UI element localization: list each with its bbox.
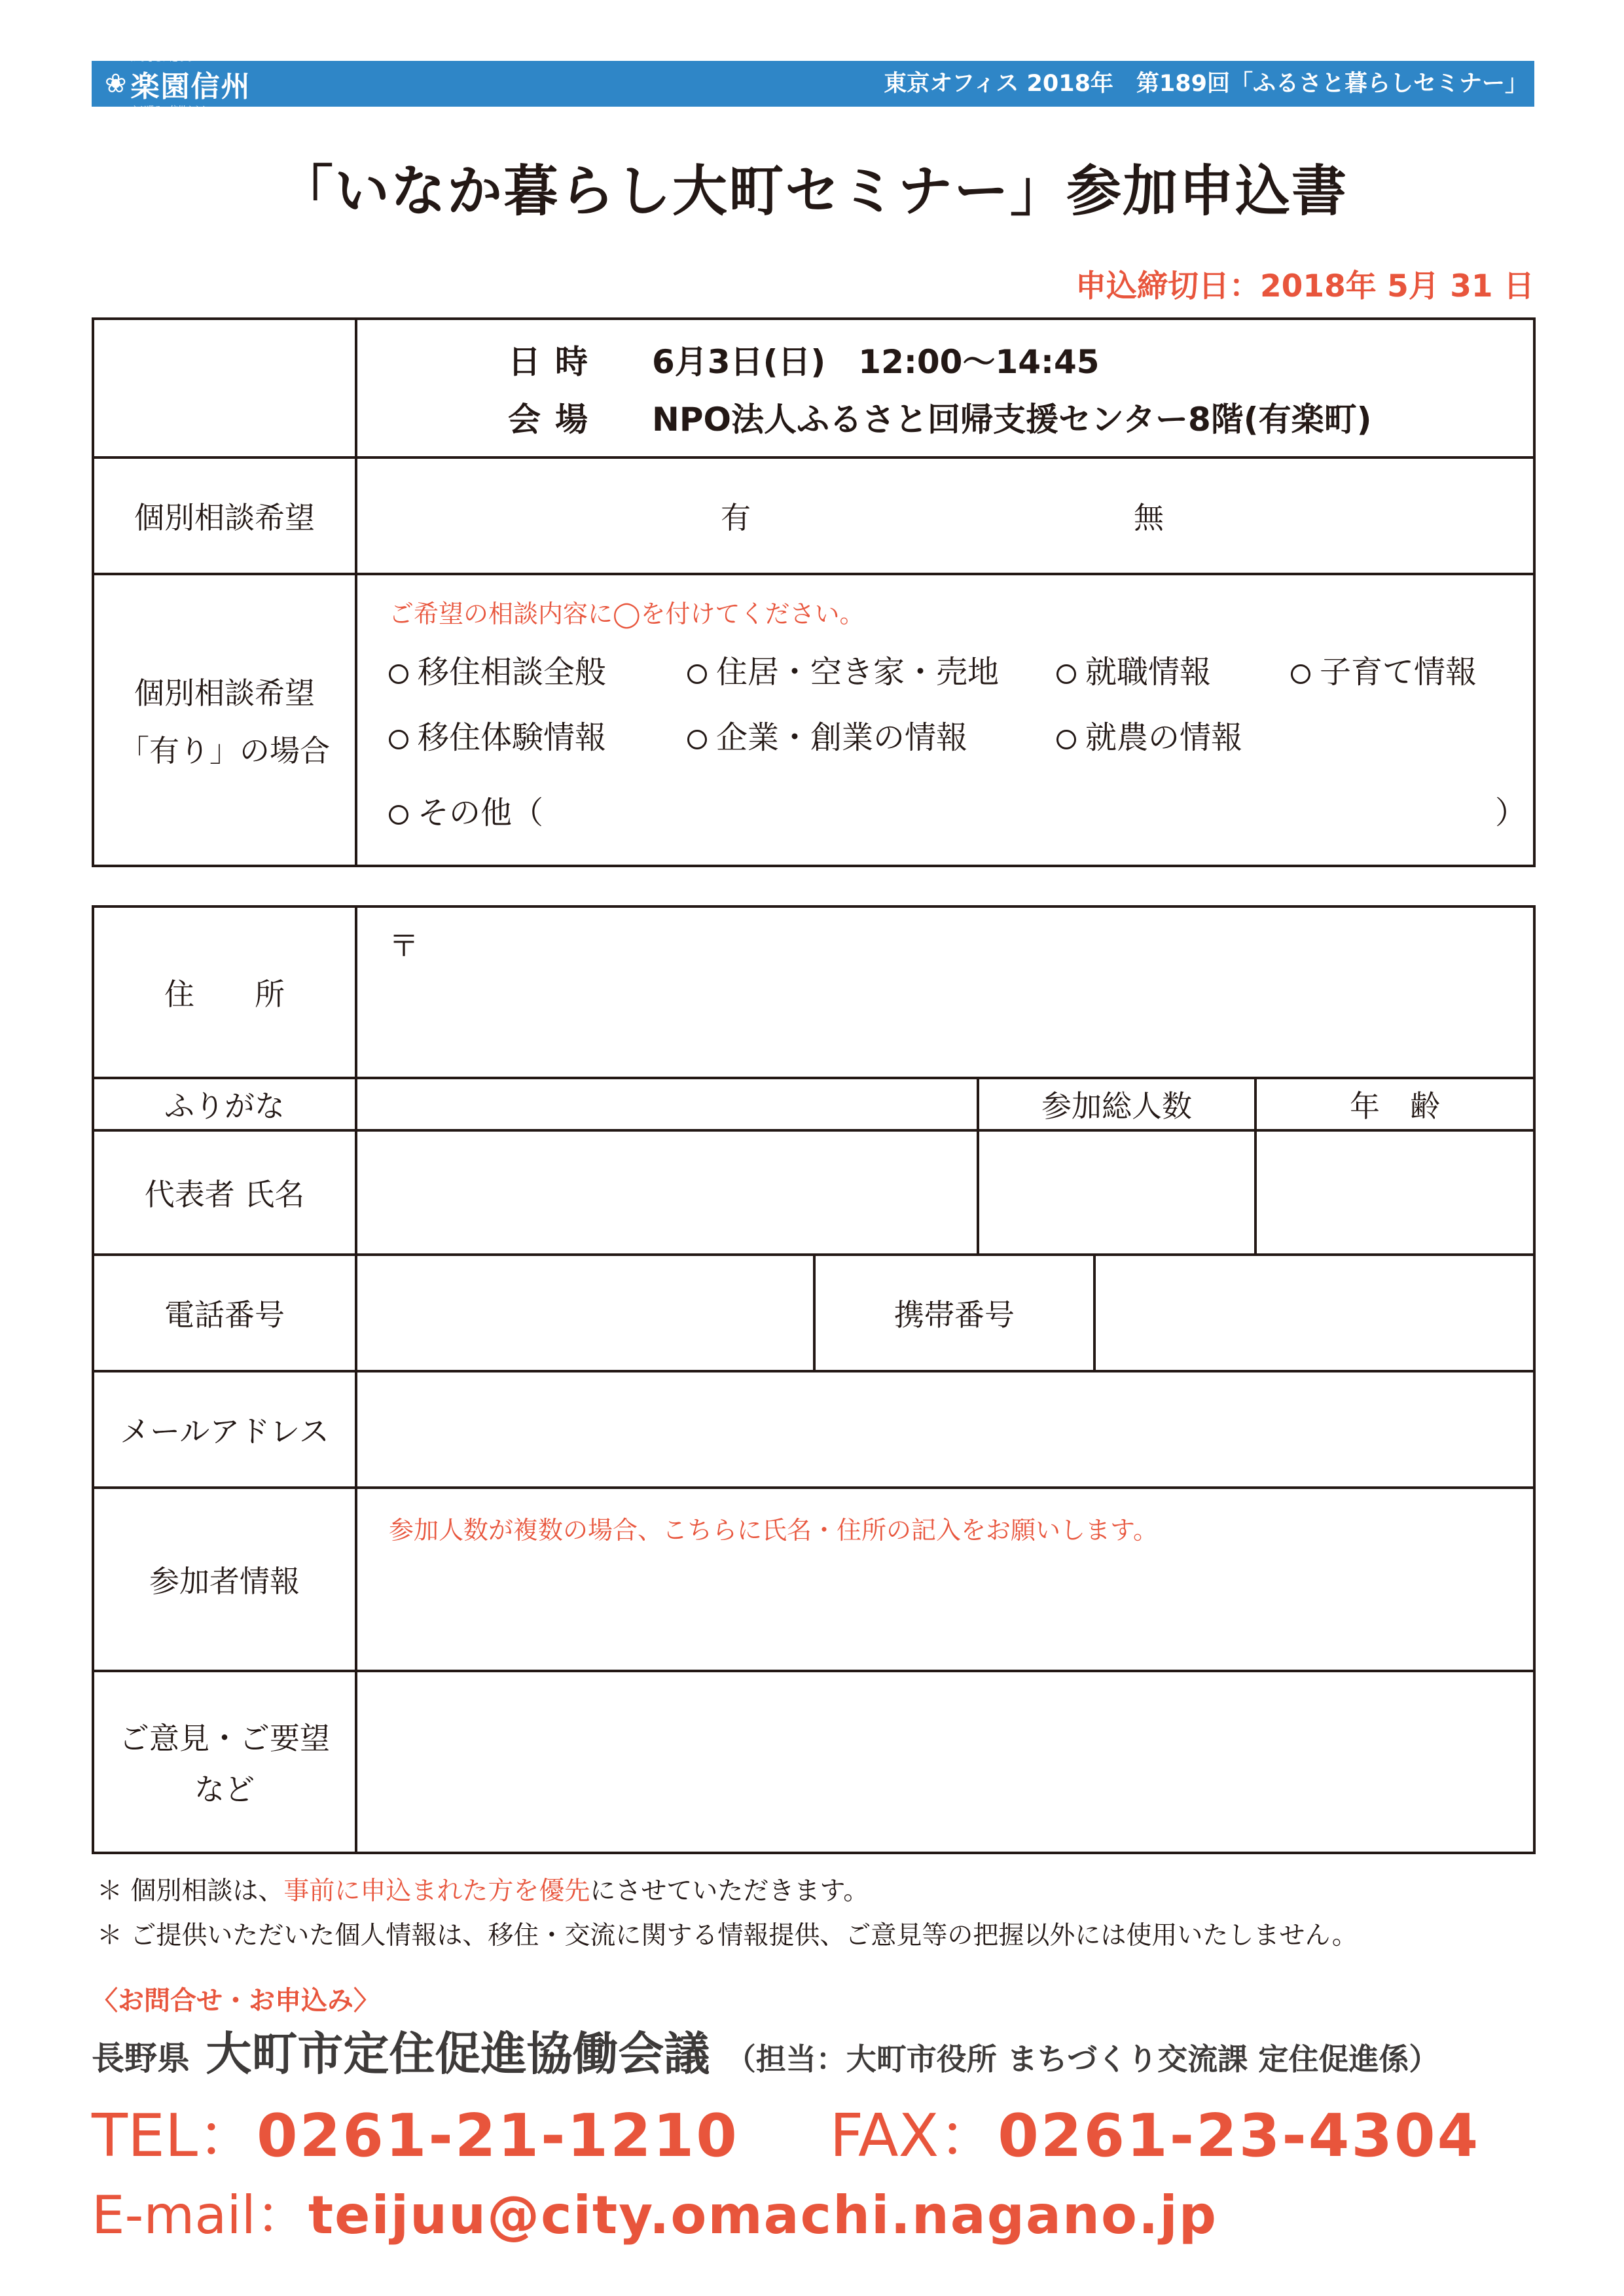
address-label: 住 所: [93, 906, 356, 1078]
checkbox-circle-icon: [1291, 664, 1310, 684]
option-general-consultation[interactable]: 移住相談全般: [389, 647, 606, 692]
comments-label-1: ご意見・ご要望: [119, 1721, 330, 1756]
email-address[interactable]: teijuu@city.omachi.nagano.jp: [308, 2185, 1218, 2246]
logo-sub-2: 心が還る・信州ぐらし: [130, 105, 209, 114]
phone-field[interactable]: [356, 1255, 814, 1371]
checkbox-circle-icon: [687, 664, 707, 684]
event-venue: [508, 393, 1533, 440]
total-participants-field[interactable]: [978, 1130, 1255, 1255]
consult-detail-label-1: 個別相談希望: [134, 675, 315, 711]
footnote-priority-highlight: 事前に申込まれた方を優先: [283, 1876, 590, 1906]
checkbox-circle-icon: [389, 664, 408, 684]
checkbox-circle-icon: [1056, 730, 1076, 749]
date-label: 日時: [508, 343, 602, 381]
venue-label: 会場: [508, 401, 602, 439]
furigana-field[interactable]: [356, 1078, 978, 1130]
consult-choice-cell: [356, 457, 1534, 574]
organization-name: 大町市定住促進協働会議: [206, 2027, 710, 2081]
fax-label: FAX：: [829, 2102, 998, 2170]
checkbox-circle-icon: [1056, 664, 1076, 684]
comments-field[interactable]: [356, 1671, 1534, 1853]
age-field[interactable]: [1255, 1130, 1534, 1255]
deadline-text: 申込締切日：2018年 5月 31 日: [1075, 268, 1534, 304]
age-label: 年 齢: [1255, 1078, 1534, 1130]
logo-main: 楽園信州: [130, 70, 251, 103]
fax-number[interactable]: 0261-23-4304: [998, 2102, 1481, 2170]
organization-contact-note: （担当：大町市役所 まちづくり交流課 定住促進係）: [725, 2041, 1439, 2077]
footnote-priority: ＊ 個別相談は、事前に申込まれた方を優先にさせていただきます。: [97, 1876, 869, 1906]
name-field[interactable]: [356, 1130, 978, 1255]
email-label: メールアドレス: [93, 1371, 356, 1488]
comments-label: [93, 1671, 356, 1853]
event-info-cell: [356, 319, 1534, 457]
option-other[interactable]: その他（: [389, 787, 543, 833]
participants-label: 参加者情報: [93, 1488, 356, 1671]
option-housing[interactable]: 住居・空き家・売地: [687, 647, 999, 692]
empty-label-cell: [93, 319, 356, 457]
email-contact-label: E-mail：: [92, 2185, 308, 2246]
tel-number[interactable]: 0261-21-1210: [256, 2102, 739, 2170]
consult-detail-cell: [356, 574, 1534, 866]
furigana-label: ふりがな: [93, 1078, 356, 1130]
logo: [105, 54, 251, 114]
participants-note: 参加人数が複数の場合、こちらに氏名・住所の記入をお願いします。: [389, 1516, 1158, 1545]
footnote-privacy: ＊ ご提供いただいた個人情報は、移住・交流に関する情報提供、ご意見等の把握以外には使用いたしません。: [97, 1921, 1358, 1950]
consult-yes-option[interactable]: 有: [721, 500, 751, 535]
postal-mark: 〒: [389, 928, 419, 963]
prefecture-name: 長野県: [92, 2039, 190, 2077]
applicant-table: [92, 905, 1536, 1854]
venue-value: NPO法人ふるさと回帰支援センター8階(有楽町): [652, 401, 1372, 439]
email-field[interactable]: [356, 1371, 1534, 1488]
comments-label-2: など: [194, 1772, 255, 1807]
phone-fax-line: [92, 2088, 1480, 2173]
option-trial-living[interactable]: 移住体験情報: [389, 712, 606, 757]
header-seminar-text: 東京オフィス 2018年 第189回「ふるさと暮らしセミナー」: [884, 71, 1528, 97]
consult-detail-note: ご希望の相談内容に◯を付けてください。: [389, 600, 865, 628]
address-field[interactable]: [356, 906, 1534, 1078]
consult-no-option[interactable]: 無: [1134, 500, 1164, 535]
option-other-close: ）: [1495, 795, 1527, 831]
organization-line: [92, 2017, 1439, 2083]
checkbox-circle-icon: [687, 730, 707, 749]
email-line: [92, 2173, 1218, 2248]
option-jobs[interactable]: 就職情報: [1056, 647, 1211, 692]
consult-detail-label-2: 「有り」の場合: [119, 733, 330, 768]
page-title: 「いなか暮らし大町セミナー」参加申込書: [278, 159, 1348, 223]
participants-field[interactable]: [356, 1488, 1534, 1671]
option-childcare[interactable]: 子育て情報: [1291, 647, 1477, 692]
option-business[interactable]: 企業・創業の情報: [687, 712, 967, 757]
total-participants-label: 参加総人数: [978, 1078, 1255, 1130]
tel-label: TEL：: [92, 2102, 257, 2170]
date-value: 6月3日(日) 12:00〜14:45: [652, 343, 1100, 381]
option-farming[interactable]: 就農の情報: [1056, 712, 1242, 757]
name-label: 代表者 氏名: [93, 1130, 356, 1255]
logo-icon: ❀: [105, 69, 127, 99]
consult-label: 個別相談希望: [93, 457, 356, 574]
consult-detail-label: [93, 574, 356, 866]
mobile-field[interactable]: [1094, 1255, 1534, 1371]
contact-heading: 〈お問合せ・お申込み〉: [92, 1986, 380, 2016]
mobile-label: 携帯番号: [814, 1255, 1094, 1371]
checkbox-circle-icon: [389, 805, 408, 825]
checkbox-circle-icon: [389, 730, 408, 749]
phone-label: 電話番号: [93, 1255, 356, 1371]
event-date: [508, 336, 1533, 383]
logo-sub-1: ふるさとに還るる: [130, 54, 194, 63]
seminar-info-table: [92, 317, 1536, 867]
